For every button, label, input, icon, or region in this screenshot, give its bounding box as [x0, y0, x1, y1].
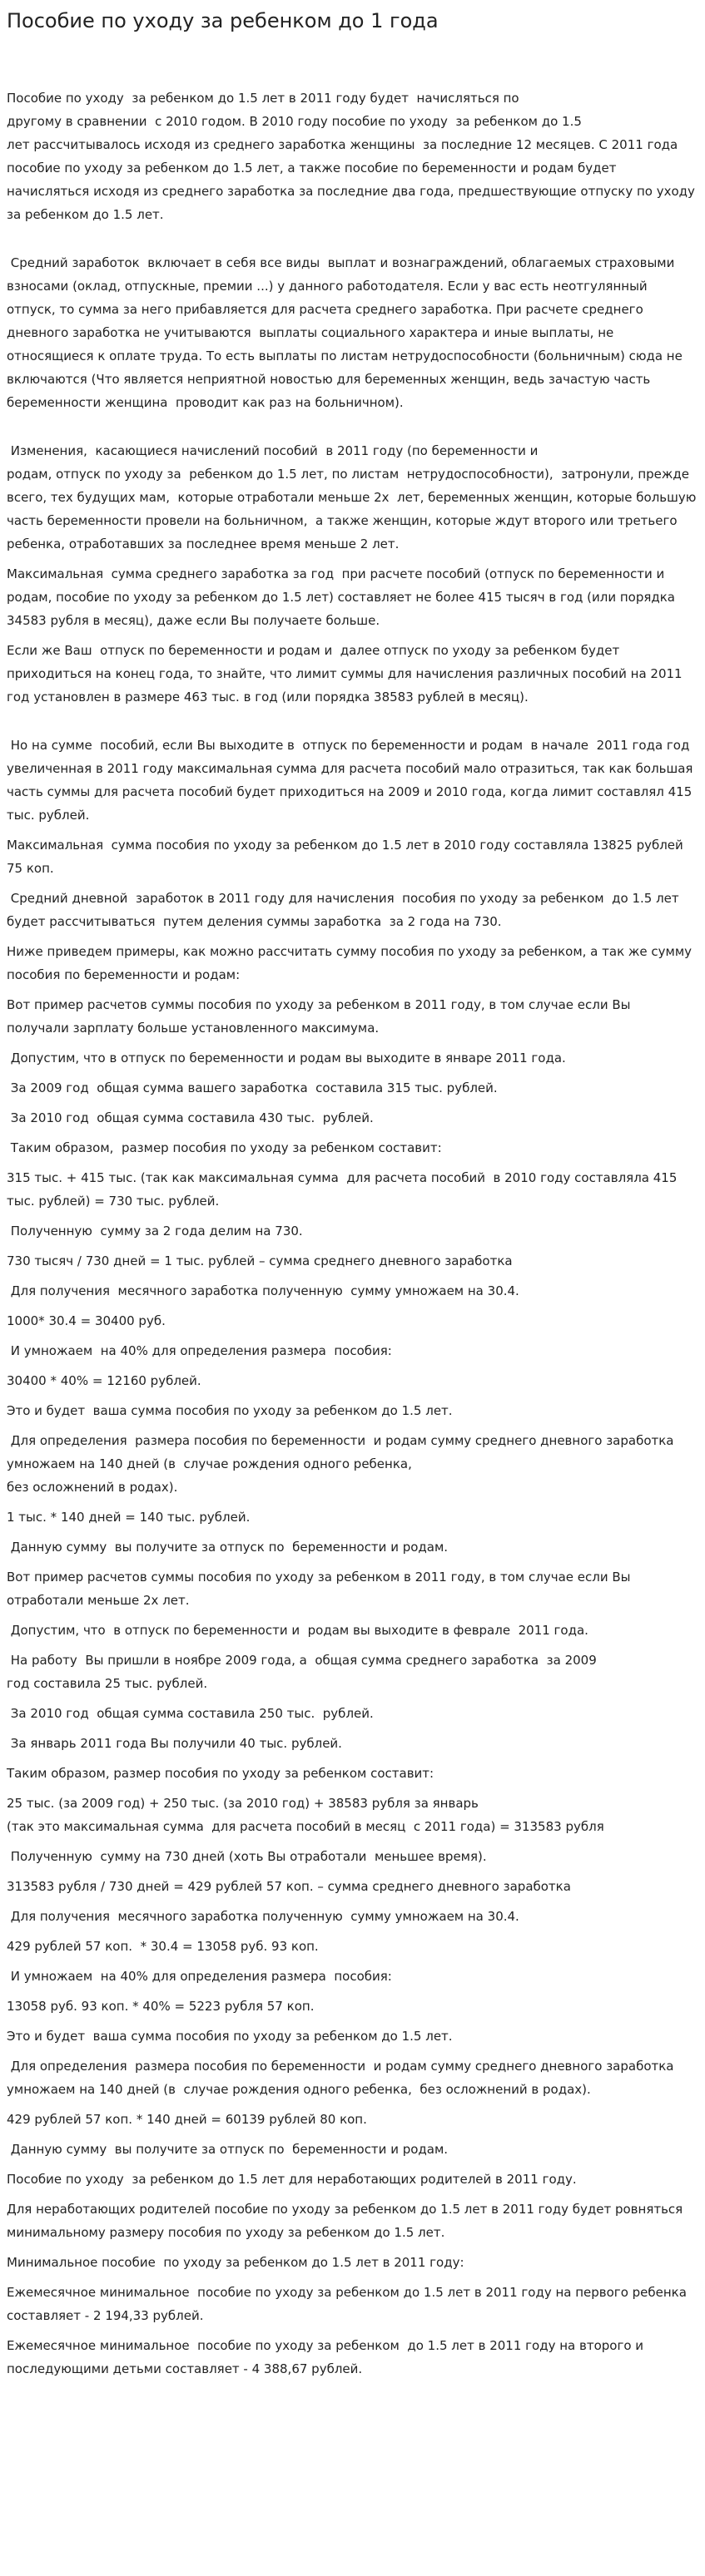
- article-paragraph: 30400 * 40% = 12160 рублей.: [7, 1373, 201, 1388]
- article-paragraph: За 2009 год общая сумма вашего заработка составила 315 тыс. рублей.: [7, 1080, 498, 1095]
- article-paragraph: Но на сумме пособий, если Вы выходите в отпуск по беременности и родам в начале 2011 года год увеличенная в 2011 году максимальная сумма для расчета пособий мало отразиться, так как большая часть суммы для расчета пособий будет приходиться на 2009 и 2010 года, когда лимит составлял 415 тыс. рублей.: [7, 738, 698, 823]
- article-paragraph: За 2010 год общая сумма составила 430 тыс. рублей.: [7, 1110, 374, 1125]
- article-paragraph: 315 тыс. + 415 тыс. (так как максимальная сумма для расчета пособий в 2010 году составляла 415 тыс. рублей) = 730 тыс. рублей.: [7, 1170, 682, 1209]
- article-paragraph: 1 тыс. * 140 дней = 140 тыс. рублей.: [7, 1510, 251, 1525]
- article-paragraph: И умножаем на 40% для определения размера пособия:: [7, 1343, 392, 1358]
- article-paragraph: Полученную сумму за 2 года делим на 730.: [7, 1224, 303, 1239]
- article-paragraph: Таким образом, размер пособия по уходу за ребенком составит:: [7, 1140, 442, 1155]
- article-paragraph: Это и будет ваша сумма пособия по уходу за ребенком до 1.5 лет.: [7, 1403, 453, 1418]
- article-paragraph: Ежемесячное минимальное пособие по уходу за ребенком до 1.5 лет в 2011 году на первого ребенка составляет - 2 194,33 рублей.: [7, 2285, 691, 2323]
- article-paragraph: За январь 2011 года Вы получили 40 тыс. рублей.: [7, 1736, 342, 1751]
- article-paragraph: Пособие по уходу за ребенком до 1.5 лет для неработающих родителей в 2011 году.: [7, 2172, 577, 2187]
- article-paragraph: Полученную сумму на 730 дней (хоть Вы отработали меньшее время).: [7, 1849, 487, 1864]
- article-paragraph: Ежемесячное минимальное пособие по уходу за ребенком до 1.5 лет в 2011 году на второго и последующими детьми составляет - 4 388,67 рублей.: [7, 2338, 648, 2376]
- article-paragraph: Данную сумму вы получите за отпуск по беременности и родам.: [7, 2142, 449, 2157]
- article-paragraph: Для получения месячного заработка полученную сумму умножаем на 30.4.: [7, 1909, 519, 1924]
- article-paragraph: 25 тыс. (за 2009 год) + 250 тыс. (за 2010 год) + 38583 рубля за январь (так это максимальная сумма для расчета пособий в месяц с 2011 года) = 313583 рубля: [7, 1796, 604, 1834]
- article-paragraph: На работу Вы пришли в ноябре 2009 года, а общая сумма среднего заработка за 2009 год составила 25 тыс. рублей.: [7, 1653, 597, 1691]
- article-paragraph: Допустим, что в отпуск по беременности и родам вы выходите в январе 2011 года.: [7, 1051, 566, 1066]
- article-paragraph: Изменения, касающиеся начислений пособий в 2011 году (по беременности и родам, отпуск по уходу за ребенком до 1.5 лет, по листам нетрудоспособности), затронули, прежде всего, тех будущих мам, которые отработали меньше 2х лет, беременных женщин, которые большую часть беременности провели на больничном, а также женщин, которые ждут второго или третьего ребенка, отработавших за последнее время меньше 2 лет.: [7, 443, 697, 551]
- article-paragraph: Для определения размера пособия по беременности и родам сумму среднего дневного заработка умножаем на 140 дней (в случае рождения одного ребенка, без осложнений в родах).: [7, 1433, 674, 1495]
- article-title: Пособие по уходу за ребенком до 1 года: [7, 9, 439, 32]
- article-paragraph: Ниже приведем примеры, как можно рассчитать сумму пособия по уходу за ребенком, а так же сумму пособия по беременности и родам:: [7, 944, 696, 982]
- article-paragraph: Максимальная сумма среднего заработка за год при расчете пособий (отпуск по беременности и родам, пособие по уходу за ребенком до 1.5 лет) составляет не более 415 тысяч в год (или порядка 34583 рубля в месяц), даже если Вы получаете больше.: [7, 566, 679, 628]
- article-paragraph: Вот пример расчетов суммы пособия по уходу за ребенком в 2011 году, в том случае если Вы отработали меньше 2х лет.: [7, 1570, 635, 1608]
- article-paragraph: Допустим, что в отпуск по беременности и родам вы выходите в феврале 2011 года.: [7, 1623, 588, 1638]
- article-paragraph: 730 тысяч / 730 дней = 1 тыс. рублей – сумма среднего дневного заработка: [7, 1253, 513, 1268]
- article-paragraph: Для получения месячного заработка полученную сумму умножаем на 30.4.: [7, 1283, 519, 1298]
- article-paragraph: Если же Ваш отпуск по беременности и родам и далее отпуск по уходу за ребенком будет приходиться на конец года, то знайте, что лимит суммы для начисления различных пособий на 2011 год установлен в размере 463 тыс. в год (или порядка 38583 рублей в месяц).: [7, 643, 687, 705]
- article-paragraph: 429 рублей 57 коп. * 30.4 = 13058 руб. 93 коп.: [7, 1939, 319, 1954]
- article-paragraph: Минимальное пособие по уходу за ребенком до 1.5 лет в 2011 году:: [7, 2255, 464, 2270]
- article-paragraph: 429 рублей 57 коп. * 140 дней = 60139 рублей 80 коп.: [7, 2112, 367, 2127]
- article-paragraph: Для неработающих родителей пособие по уходу за ребенком до 1.5 лет в 2011 году будет ровняться минимальному размеру пособия по уходу за ребенком до 1.5 лет.: [7, 2202, 687, 2240]
- article-paragraph: Данную сумму вы получите за отпуск по беременности и родам.: [7, 1540, 449, 1555]
- article-body: [7, 87, 697, 2381]
- article-paragraph: Средний заработок включает в себя все виды выплат и вознаграждений, облагаемых страховыми взносами (оклад, отпускные, премии ...) у данного работодателя. Если у вас есть неотгулянный отпуск, то сумма за него прибавляется для расчета среднего заработка. При расчете среднего дневного заработка не учитываются выплаты социального характера и иные выплаты, не относящиеся к оплате труда. То есть выплаты по листам нетрудоспособности (больничным) сюда не включаются (Что является неприятной новостью для беременных женщин, ведь зачастую часть беременности женщина проводит как раз на больничном).: [7, 255, 687, 410]
- article-paragraph: 1000* 30.4 = 30400 руб.: [7, 1313, 166, 1328]
- article-paragraph: 13058 руб. 93 коп. * 40% = 5223 рубля 57 коп.: [7, 1999, 315, 2014]
- article-paragraph: Средний дневной заработок в 2011 году для начисления пособия по уходу за ребенком до 1.5 лет будет рассчитываться путем деления суммы заработка за 2 года на 730.: [7, 891, 683, 929]
- article-paragraph: Для определения размера пособия по беременности и родам сумму среднего дневного заработка умножаем на 140 дней (в случае рождения одного ребенка, без осложнений в родах).: [7, 2059, 678, 2097]
- article-paragraph: Вот пример расчетов суммы пособия по уходу за ребенком в 2011 году, в том случае если Вы получали зарплату больше установленного максимума.: [7, 997, 635, 1036]
- article-paragraph: И умножаем на 40% для определения размера пособия:: [7, 1969, 392, 1984]
- article-paragraph: Пособие по уходу за ребенком до 1.5 лет в 2011 году будет начисляться по другому в сравнении с 2010 годом. В 2010 году пособие по уходу за ребенком до 1.5 лет рассчитывалось исходя из среднего заработка женщины за последние 12 месяцев. С 2011 года пособие по уходу за ребенком до 1.5 лет, а также пособие по беременности и родам будет начисляться исходя из среднего заработка за последние два года, предшествующие отпуску по уходу за ребенком до 1.5 лет.: [7, 91, 695, 222]
- article-paragraph: Максимальная сумма пособия по уходу за ребенком до 1.5 лет в 2010 году составляла 13825 рублей 75 коп.: [7, 838, 688, 876]
- article-paragraph: 313583 рубля / 730 дней = 429 рублей 57 коп. – сумма среднего дневного заработка: [7, 1879, 571, 1894]
- article-paragraph: Таким образом, размер пособия по уходу за ребенком составит:: [7, 1766, 434, 1781]
- article-paragraph: Это и будет ваша сумма пособия по уходу за ребенком до 1.5 лет.: [7, 2029, 453, 2044]
- article-paragraph: За 2010 год общая сумма составила 250 тыс. рублей.: [7, 1706, 374, 1721]
